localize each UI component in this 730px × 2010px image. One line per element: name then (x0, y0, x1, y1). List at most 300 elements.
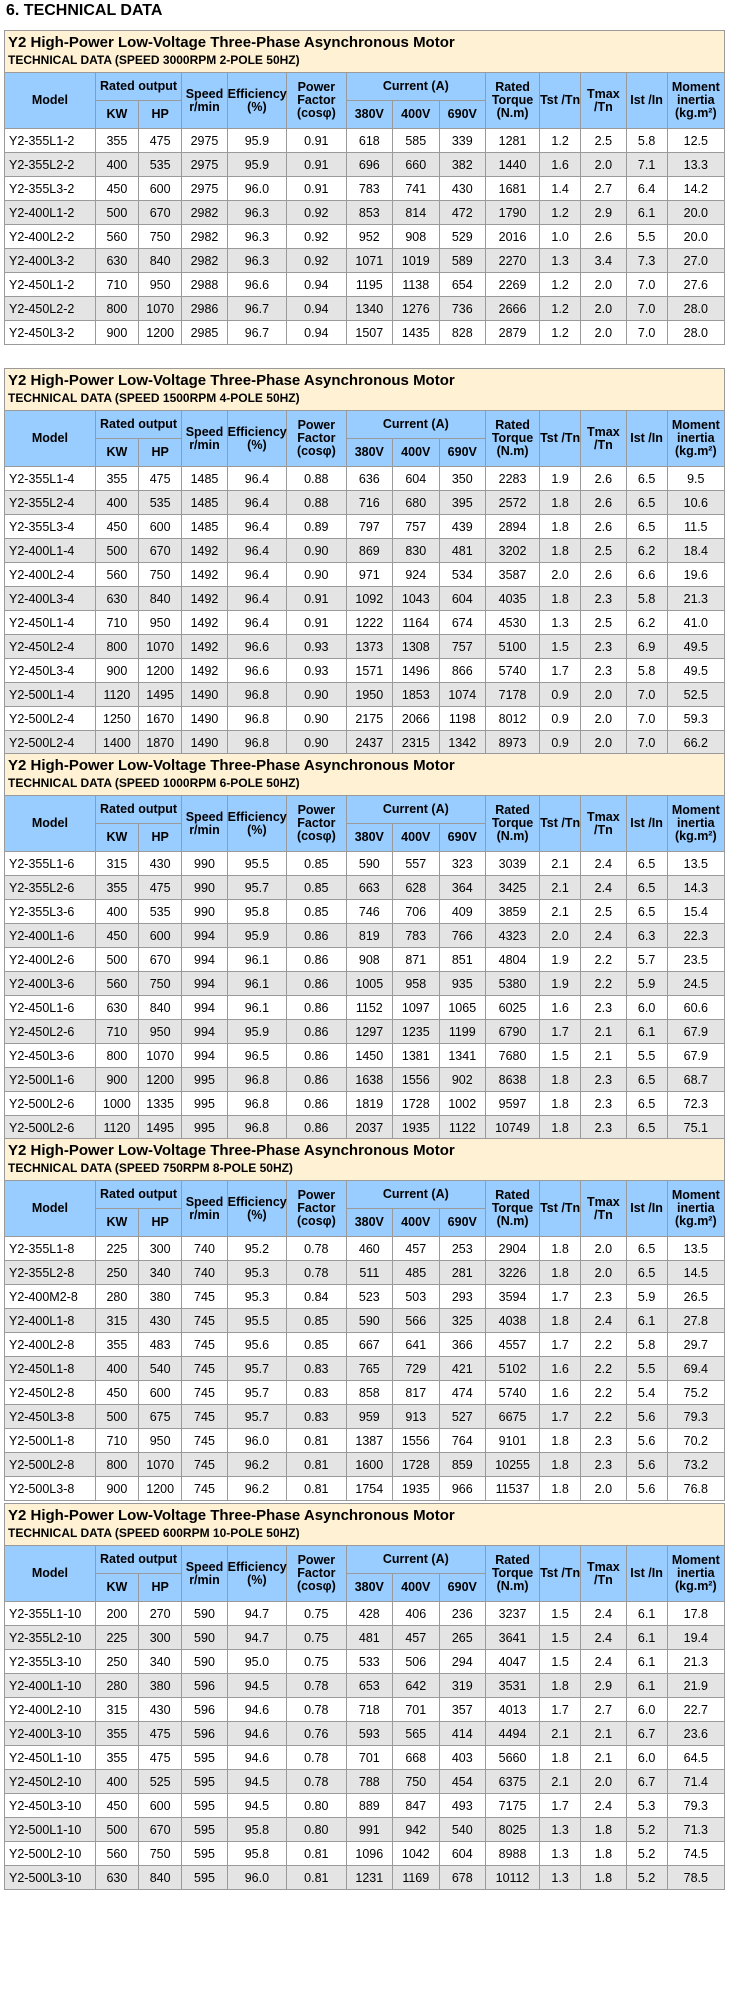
cell-hp: 535 (139, 153, 182, 177)
technical-data-section (4, 1503, 725, 1890)
col-header-current: Current (A) (346, 411, 485, 439)
cell-tst: 1.8 (540, 1429, 581, 1453)
cell-current-690v: 395 (439, 491, 486, 515)
cell-current-380v: 765 (346, 1357, 392, 1381)
col-header-tmax: Tmax /Tn (581, 411, 626, 467)
cell-efficiency: 94.5 (227, 1770, 286, 1794)
col-header-rated-output: Rated output (95, 1181, 181, 1209)
cell-current-690v: 382 (439, 153, 486, 177)
cell-ist: 7.0 (626, 707, 667, 731)
cell-current-690v: 1074 (439, 683, 486, 707)
cell-model: Y2-355L2-10 (5, 1626, 96, 1650)
cell-tst: 1.9 (540, 972, 581, 996)
cell-hp: 1200 (139, 659, 182, 683)
table-row (5, 225, 725, 249)
cell-current-400v: 1276 (393, 297, 439, 321)
col-header-400v: 400V (393, 1209, 439, 1237)
cell-rated-torque: 5102 (486, 1357, 540, 1381)
cell-ist: 6.5 (626, 1068, 667, 1092)
table-row (5, 1770, 725, 1794)
cell-rated-torque: 11537 (486, 1477, 540, 1501)
cell-moment-inertia: 19.6 (667, 563, 724, 587)
table-row (5, 683, 725, 707)
cell-speed: 995 (182, 1068, 227, 1092)
col-header-speed: Speed r/min (182, 411, 227, 467)
cell-tst: 1.2 (540, 321, 581, 345)
cell-model: Y2-400L2-10 (5, 1698, 96, 1722)
cell-current-380v: 1071 (346, 249, 392, 273)
cell-tmax: 2.3 (581, 1068, 626, 1092)
cell-ist: 7.0 (626, 321, 667, 345)
cell-rated-torque: 5660 (486, 1746, 540, 1770)
cell-hp: 525 (139, 1770, 182, 1794)
cell-ist: 6.1 (626, 1674, 667, 1698)
cell-moment-inertia: 21.3 (667, 587, 724, 611)
cell-tst: 1.7 (540, 1698, 581, 1722)
cell-current-380v: 590 (346, 852, 392, 876)
cell-tst: 1.5 (540, 1602, 581, 1626)
cell-tmax: 2.3 (581, 996, 626, 1020)
cell-model: Y2-400L2-8 (5, 1333, 96, 1357)
cell-speed: 745 (182, 1477, 227, 1501)
cell-current-400v: 565 (393, 1722, 439, 1746)
cell-hp: 600 (139, 177, 182, 201)
cell-kw: 710 (95, 1020, 138, 1044)
cell-current-690v: 265 (439, 1626, 486, 1650)
header-row (5, 73, 725, 101)
cell-efficiency: 96.4 (227, 587, 286, 611)
cell-rated-torque: 2666 (486, 297, 540, 321)
cell-hp: 535 (139, 491, 182, 515)
cell-current-400v: 1556 (393, 1429, 439, 1453)
cell-tmax: 3.4 (581, 249, 626, 273)
table-row (5, 1429, 725, 1453)
cell-efficiency: 95.5 (227, 1309, 286, 1333)
col-header-power-factor: Power Factor (cosφ) (287, 1546, 346, 1602)
cell-hp: 1200 (139, 1477, 182, 1501)
cell-hp: 1335 (139, 1092, 182, 1116)
cell-current-400v: 750 (393, 1770, 439, 1794)
table-row (5, 297, 725, 321)
col-header-moment-inertia: Moment inertia (kg.m²) (667, 796, 724, 852)
table-row (5, 515, 725, 539)
cell-kw: 400 (95, 491, 138, 515)
cell-current-690v: 293 (439, 1285, 486, 1309)
table-row (5, 852, 725, 876)
cell-ist: 6.9 (626, 635, 667, 659)
cell-tmax: 2.4 (581, 852, 626, 876)
cell-model: Y2-400L3-4 (5, 587, 96, 611)
cell-efficiency: 94.7 (227, 1626, 286, 1650)
cell-moment-inertia: 9.5 (667, 467, 724, 491)
cell-kw: 355 (95, 1333, 138, 1357)
cell-moment-inertia: 49.5 (667, 635, 724, 659)
cell-efficiency: 95.6 (227, 1333, 286, 1357)
cell-moment-inertia: 79.3 (667, 1405, 724, 1429)
cell-tst: 1.8 (540, 539, 581, 563)
cell-current-380v: 783 (346, 177, 392, 201)
cell-hp: 1870 (139, 731, 182, 755)
cell-hp: 950 (139, 611, 182, 635)
cell-tst: 1.2 (540, 273, 581, 297)
cell-power-factor: 0.90 (287, 731, 346, 755)
cell-ist: 5.9 (626, 972, 667, 996)
col-header-rated-torque: Rated Torque (N.m) (486, 1546, 540, 1602)
cell-efficiency: 96.7 (227, 321, 286, 345)
cell-power-factor: 0.78 (287, 1746, 346, 1770)
col-header-tmax: Tmax /Tn (581, 73, 626, 129)
cell-tmax: 2.2 (581, 1333, 626, 1357)
cell-hp: 483 (139, 1333, 182, 1357)
cell-kw: 315 (95, 1698, 138, 1722)
cell-tmax: 2.5 (581, 900, 626, 924)
col-header-kw: KW (95, 1209, 138, 1237)
section-subtitle: TECHNICAL DATA (SPEED 1000RPM 6-POLE 50HZ) (8, 776, 300, 790)
cell-speed: 994 (182, 1020, 227, 1044)
col-header-rated-torque: Rated Torque (N.m) (486, 1181, 540, 1237)
col-header-moment-inertia: Moment inertia (kg.m²) (667, 1546, 724, 1602)
cell-model: Y2-500L2-8 (5, 1453, 96, 1477)
cell-hp: 670 (139, 1818, 182, 1842)
cell-current-400v: 701 (393, 1698, 439, 1722)
col-header-690v: 690V (439, 1574, 486, 1602)
cell-rated-torque: 4557 (486, 1333, 540, 1357)
motor-data-table (4, 72, 725, 345)
motor-data-table (4, 1180, 725, 1501)
col-header-380v: 380V (346, 824, 392, 852)
cell-efficiency: 95.2 (227, 1237, 286, 1261)
cell-current-690v: 764 (439, 1429, 486, 1453)
cell-efficiency: 96.2 (227, 1477, 286, 1501)
cell-rated-torque: 4047 (486, 1650, 540, 1674)
col-header-690v: 690V (439, 1209, 486, 1237)
cell-tmax: 2.1 (581, 1722, 626, 1746)
cell-ist: 5.6 (626, 1477, 667, 1501)
col-header-tst: Tst /Tn (540, 1181, 581, 1237)
cell-current-400v: 1381 (393, 1044, 439, 1068)
cell-ist: 6.1 (626, 1020, 667, 1044)
cell-model: Y2-500L2-6 (5, 1092, 96, 1116)
cell-moment-inertia: 72.3 (667, 1092, 724, 1116)
cell-current-400v: 1043 (393, 587, 439, 611)
col-header-moment-inertia: Moment inertia (kg.m²) (667, 73, 724, 129)
col-header-690v: 690V (439, 439, 486, 467)
cell-speed: 995 (182, 1116, 227, 1140)
cell-efficiency: 95.3 (227, 1285, 286, 1309)
cell-current-380v: 797 (346, 515, 392, 539)
cell-kw: 560 (95, 1842, 138, 1866)
cell-kw: 630 (95, 1866, 138, 1890)
cell-current-400v: 557 (393, 852, 439, 876)
cell-kw: 900 (95, 1477, 138, 1501)
cell-moment-inertia: 17.8 (667, 1602, 724, 1626)
cell-model: Y2-450L1-6 (5, 996, 96, 1020)
cell-efficiency: 95.8 (227, 1842, 286, 1866)
cell-current-400v: 2315 (393, 731, 439, 755)
cell-model: Y2-450L2-8 (5, 1381, 96, 1405)
cell-current-400v: 585 (393, 129, 439, 153)
cell-current-690v: 540 (439, 1818, 486, 1842)
col-header-kw: KW (95, 439, 138, 467)
table-row (5, 1746, 725, 1770)
cell-efficiency: 96.3 (227, 249, 286, 273)
cell-efficiency: 95.3 (227, 1261, 286, 1285)
col-header-380v: 380V (346, 101, 392, 129)
cell-speed: 2975 (182, 153, 227, 177)
cell-kw: 560 (95, 563, 138, 587)
cell-tst: 1.3 (540, 1842, 581, 1866)
table-row (5, 707, 725, 731)
cell-tmax: 2.3 (581, 1116, 626, 1140)
cell-model: Y2-450L2-2 (5, 297, 96, 321)
cell-speed: 994 (182, 1044, 227, 1068)
table-row (5, 321, 725, 345)
cell-tmax: 2.5 (581, 129, 626, 153)
cell-tmax: 2.1 (581, 1746, 626, 1770)
cell-efficiency: 94.6 (227, 1722, 286, 1746)
cell-rated-torque: 6375 (486, 1770, 540, 1794)
cell-kw: 315 (95, 852, 138, 876)
cell-power-factor: 0.86 (287, 1092, 346, 1116)
cell-hp: 950 (139, 1429, 182, 1453)
cell-ist: 5.6 (626, 1429, 667, 1453)
cell-moment-inertia: 27.6 (667, 273, 724, 297)
cell-current-380v: 1231 (346, 1866, 392, 1890)
col-header-model: Model (5, 411, 96, 467)
table-row (5, 1722, 725, 1746)
table-row (5, 1866, 725, 1890)
cell-model: Y2-400L1-10 (5, 1674, 96, 1698)
cell-speed: 1492 (182, 635, 227, 659)
col-header-speed: Speed r/min (182, 796, 227, 852)
cell-hp: 270 (139, 1602, 182, 1626)
cell-current-690v: 493 (439, 1794, 486, 1818)
section-title: Y2 High-Power Low-Voltage Three-Phase Asynchronous Motor (8, 757, 455, 774)
cell-current-690v: 859 (439, 1453, 486, 1477)
cell-efficiency: 95.9 (227, 129, 286, 153)
cell-power-factor: 0.78 (287, 1261, 346, 1285)
cell-current-690v: 674 (439, 611, 486, 635)
cell-efficiency: 95.7 (227, 1405, 286, 1429)
col-header-hp: HP (139, 824, 182, 852)
cell-current-690v: 866 (439, 659, 486, 683)
cell-ist: 6.0 (626, 996, 667, 1020)
cell-current-400v: 642 (393, 1674, 439, 1698)
cell-kw: 355 (95, 1722, 138, 1746)
cell-efficiency: 96.2 (227, 1453, 286, 1477)
table-row (5, 177, 725, 201)
cell-speed: 590 (182, 1602, 227, 1626)
cell-speed: 994 (182, 996, 227, 1020)
cell-power-factor: 0.80 (287, 1794, 346, 1818)
cell-model: Y2-400L1-6 (5, 924, 96, 948)
cell-hp: 1070 (139, 635, 182, 659)
cell-hp: 1200 (139, 1068, 182, 1092)
cell-tmax: 2.2 (581, 1357, 626, 1381)
cell-ist: 7.0 (626, 683, 667, 707)
cell-rated-torque: 10749 (486, 1116, 540, 1140)
col-header-tmax: Tmax /Tn (581, 796, 626, 852)
cell-kw: 355 (95, 876, 138, 900)
cell-ist: 6.6 (626, 563, 667, 587)
cell-current-400v: 1496 (393, 659, 439, 683)
cell-tmax: 2.9 (581, 1674, 626, 1698)
cell-rated-torque: 4035 (486, 587, 540, 611)
table-row (5, 1453, 725, 1477)
cell-model: Y2-355L1-8 (5, 1237, 96, 1261)
cell-efficiency: 95.7 (227, 1381, 286, 1405)
cell-tst: 1.6 (540, 1381, 581, 1405)
cell-current-690v: 350 (439, 467, 486, 491)
cell-kw: 710 (95, 611, 138, 635)
table-row (5, 900, 725, 924)
cell-tst: 1.7 (540, 1333, 581, 1357)
cell-ist: 5.8 (626, 1333, 667, 1357)
col-header-tst: Tst /Tn (540, 1546, 581, 1602)
cell-kw: 800 (95, 635, 138, 659)
cell-tmax: 2.3 (581, 587, 626, 611)
col-header-hp: HP (139, 1209, 182, 1237)
cell-hp: 380 (139, 1285, 182, 1309)
col-header-400v: 400V (393, 101, 439, 129)
cell-kw: 800 (95, 1453, 138, 1477)
cell-current-380v: 858 (346, 1381, 392, 1405)
cell-rated-torque: 4530 (486, 611, 540, 635)
cell-hp: 600 (139, 515, 182, 539)
cell-speed: 740 (182, 1237, 227, 1261)
cell-ist: 6.1 (626, 1650, 667, 1674)
cell-power-factor: 0.92 (287, 249, 346, 273)
cell-tst: 1.5 (540, 635, 581, 659)
cell-ist: 7.0 (626, 273, 667, 297)
cell-current-380v: 2037 (346, 1116, 392, 1140)
section-header (4, 30, 725, 72)
section-title: Y2 High-Power Low-Voltage Three-Phase Asynchronous Motor (8, 34, 455, 51)
col-header-ist: Ist /In (626, 73, 667, 129)
cell-efficiency: 96.6 (227, 635, 286, 659)
cell-tst: 2.1 (540, 852, 581, 876)
cell-hp: 430 (139, 1309, 182, 1333)
cell-tmax: 2.0 (581, 1770, 626, 1794)
table-row (5, 924, 725, 948)
cell-speed: 1492 (182, 587, 227, 611)
cell-efficiency: 96.1 (227, 996, 286, 1020)
cell-current-400v: 1235 (393, 1020, 439, 1044)
cell-tmax: 2.1 (581, 1020, 626, 1044)
cell-kw: 400 (95, 1770, 138, 1794)
cell-ist: 7.0 (626, 731, 667, 755)
cell-moment-inertia: 26.5 (667, 1285, 724, 1309)
cell-rated-torque: 1681 (486, 177, 540, 201)
cell-tst: 1.8 (540, 1674, 581, 1698)
cell-ist: 6.5 (626, 852, 667, 876)
cell-efficiency: 96.3 (227, 201, 286, 225)
cell-model: Y2-450L3-8 (5, 1405, 96, 1429)
table-row (5, 1698, 725, 1722)
table-row (5, 1477, 725, 1501)
col-header-moment-inertia: Moment inertia (kg.m²) (667, 411, 724, 467)
table-row (5, 273, 725, 297)
cell-current-380v: 1638 (346, 1068, 392, 1092)
cell-tmax: 2.6 (581, 563, 626, 587)
cell-tmax: 2.0 (581, 1261, 626, 1285)
cell-current-690v: 236 (439, 1602, 486, 1626)
cell-speed: 745 (182, 1381, 227, 1405)
cell-current-380v: 701 (346, 1746, 392, 1770)
col-header-400v: 400V (393, 439, 439, 467)
cell-tst: 1.8 (540, 1261, 581, 1285)
col-header-efficiency: Efficiency (%) (227, 1181, 286, 1237)
cell-speed: 745 (182, 1333, 227, 1357)
cell-hp: 1670 (139, 707, 182, 731)
cell-tmax: 2.2 (581, 948, 626, 972)
cell-efficiency: 96.4 (227, 611, 286, 635)
cell-tst: 1.8 (540, 1068, 581, 1092)
cell-hp: 670 (139, 539, 182, 563)
cell-rated-torque: 7178 (486, 683, 540, 707)
cell-moment-inertia: 14.3 (667, 876, 724, 900)
cell-model: Y2-400L1-4 (5, 539, 96, 563)
cell-rated-torque: 3425 (486, 876, 540, 900)
table-row (5, 539, 725, 563)
cell-kw: 355 (95, 129, 138, 153)
cell-model: Y2-355L1-4 (5, 467, 96, 491)
cell-power-factor: 0.91 (287, 587, 346, 611)
cell-tmax: 2.0 (581, 1237, 626, 1261)
cell-tst: 1.8 (540, 515, 581, 539)
cell-tst: 1.5 (540, 1650, 581, 1674)
cell-power-factor: 0.78 (287, 1698, 346, 1722)
cell-rated-torque: 2572 (486, 491, 540, 515)
cell-ist: 6.1 (626, 1626, 667, 1650)
cell-speed: 2986 (182, 297, 227, 321)
cell-rated-torque: 2894 (486, 515, 540, 539)
cell-moment-inertia: 52.5 (667, 683, 724, 707)
cell-current-380v: 718 (346, 1698, 392, 1722)
cell-moment-inertia: 29.7 (667, 1333, 724, 1357)
cell-rated-torque: 4038 (486, 1309, 540, 1333)
cell-current-380v: 908 (346, 948, 392, 972)
cell-current-690v: 1198 (439, 707, 486, 731)
cell-tst: 1.3 (540, 249, 581, 273)
cell-hp: 840 (139, 1866, 182, 1890)
col-header-power-factor: Power Factor (cosφ) (287, 73, 346, 129)
cell-current-400v: 1019 (393, 249, 439, 273)
cell-current-400v: 457 (393, 1626, 439, 1650)
cell-current-400v: 1097 (393, 996, 439, 1020)
cell-efficiency: 96.0 (227, 177, 286, 201)
cell-current-380v: 971 (346, 563, 392, 587)
cell-ist: 6.5 (626, 1261, 667, 1285)
cell-model: Y2-355L3-4 (5, 515, 96, 539)
cell-current-400v: 660 (393, 153, 439, 177)
cell-tst: 1.5 (540, 1626, 581, 1650)
cell-moment-inertia: 69.4 (667, 1357, 724, 1381)
cell-power-factor: 0.86 (287, 1068, 346, 1092)
cell-current-690v: 281 (439, 1261, 486, 1285)
technical-data-section (4, 753, 725, 1140)
cell-rated-torque: 7175 (486, 1794, 540, 1818)
col-header-400v: 400V (393, 1574, 439, 1602)
cell-ist: 5.9 (626, 1285, 667, 1309)
cell-ist: 7.3 (626, 249, 667, 273)
cell-current-380v: 590 (346, 1309, 392, 1333)
cell-moment-inertia: 27.0 (667, 249, 724, 273)
col-header-current: Current (A) (346, 73, 485, 101)
cell-hp: 670 (139, 948, 182, 972)
cell-efficiency: 96.4 (227, 515, 286, 539)
cell-rated-torque: 3594 (486, 1285, 540, 1309)
